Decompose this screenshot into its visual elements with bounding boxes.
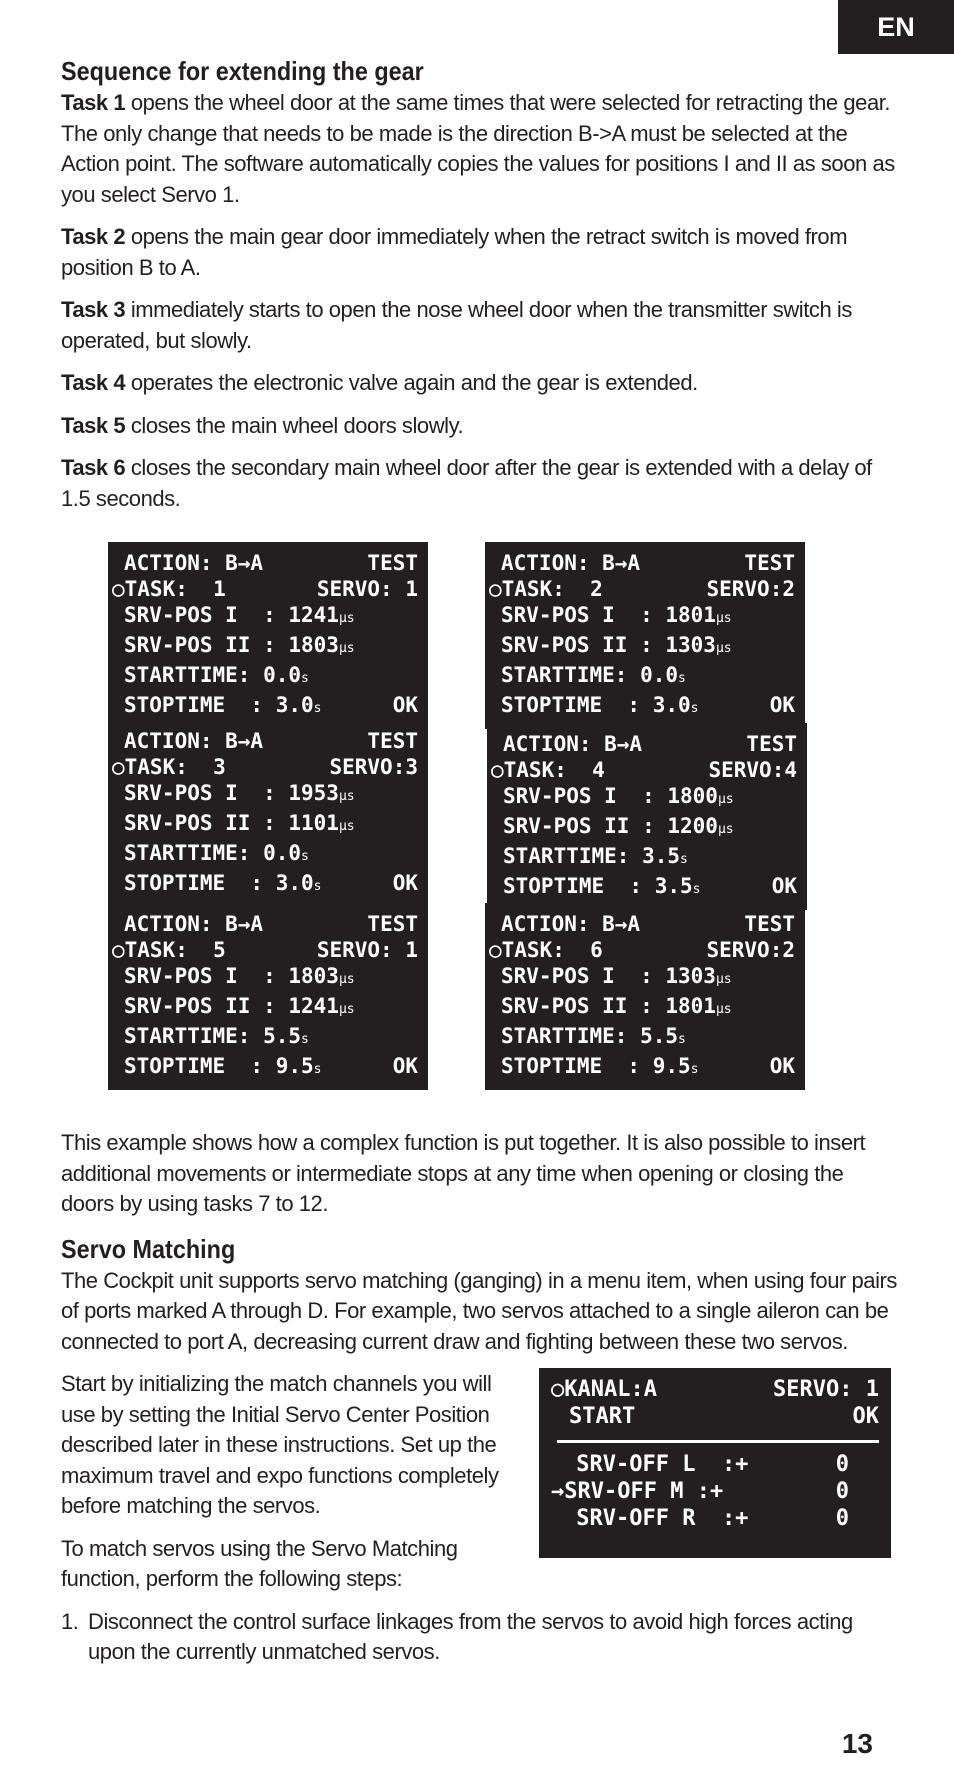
kanal-lcd-screen: ○KANAL:A SERVO: 1 START OK SRV-OFF L :+ 0 →SRV-OFF M :+ 0 SRV-OFF R :+ 0 — [539, 1368, 891, 1558]
steps-list — [61, 1607, 901, 1668]
task-paragraph: Task 2 opens the main gear door immediately when the retract switch is moved from position B to A. — [61, 224, 848, 280]
task-paragraph: Task 4 operates the electronic valve again and the gear is extended. — [61, 370, 698, 395]
task-paragraph: Task 3 immediately starts to open the nose wheel door when the transmitter switch is operated, but slowly. — [61, 297, 852, 353]
lcd-screen: ACTION: B→A TEST ○TASK: 5 SERVO: 1 SRV-POS I : 1803μs SRV-POS II : 1241μs STARTTIME: 5.5s STOPTIME : 9.5s OK — [108, 903, 428, 1090]
lcd-screen: ACTION: B→A TEST ○TASK: 2 SERVO:2 SRV-POS I : 1801μs SRV-POS II : 1303μs STARTTIME: 0.0s STOPTIME : 3.0s OK — [485, 542, 805, 729]
lcd-screen: ACTION: B→A TEST ○TASK: 1 SERVO: 1 SRV-POS I : 1241μs SRV-POS II : 1803μs STARTTIME: 0.0s STOPTIME : 3.0s OK — [108, 542, 428, 729]
section-extending-gear — [61, 54, 901, 514]
task-paragraph: Task 6 closes the secondary main wheel door after the gear is extended with a delay of 1.5 seconds. — [61, 455, 872, 511]
steps-intro-paragraph: To match servos using the Servo Matching function, perform the following steps: — [61, 1535, 458, 1591]
divider — [557, 1440, 879, 1443]
list-item: 1. Disconnect the control surface linkages from the servos to avoid high forces acting upon the currently unmatched servos. — [61, 1608, 853, 1664]
section-title: Servo Matching — [61, 1233, 236, 1264]
section-title: Sequence for extending the gear — [61, 56, 424, 86]
page-number: 13 — [841, 1728, 873, 1759]
task-paragraph: Task 1 opens the wheel door at the same times that were selected for retracting the gear. The only change that needs to be made is the direction B->A must be selected at the Action point. The software automatically copies the values for positions I and II as soon as you select Servo 1. — [61, 90, 895, 207]
lcd-screen: ACTION: B→A TEST ○TASK: 3 SERVO:3 SRV-POS I : 1953μs SRV-POS II : 1101μs STARTTIME: 0.0s STOPTIME : 3.0s OK — [108, 720, 428, 907]
language-tab: EN — [838, 0, 954, 54]
lcd-screen-grid — [108, 542, 806, 1076]
init-paragraph: Start by initializing the match channels you will use by setting the Initial Servo Center Position described later in these instructions. Set up the maximum travel and expo functions completely before matching the servos. — [61, 1371, 499, 1518]
example-paragraph: This example shows how a complex function is put together. It is also possible to insert additional movements or intermediate stops at any time when opening or closing the doors by using tasks 7 to 12. — [61, 1130, 866, 1216]
lcd-screen: ACTION: B→A TEST ○TASK: 4 SERVO:4 SRV-POS I : 1800μs SRV-POS II : 1200μs STARTTIME: 3.5s STOPTIME : 3.5s OK — [487, 723, 807, 910]
intro-paragraph: The Cockpit unit supports servo matching (ganging) in a menu item, when using four pairs of ports marked A through D. For example, two servos attached to a single aileron can be connected to port A, decreasing current draw and fighting between these two servos. — [61, 1267, 897, 1354]
task-paragraph: Task 5 closes the main wheel doors slowly. — [61, 412, 464, 438]
lcd-screen: ACTION: B→A TEST ○TASK: 6 SERVO:2 SRV-POS I : 1303μs SRV-POS II : 1801μs STARTTIME: 5.5s STOPTIME : 9.5s OK — [485, 903, 805, 1090]
